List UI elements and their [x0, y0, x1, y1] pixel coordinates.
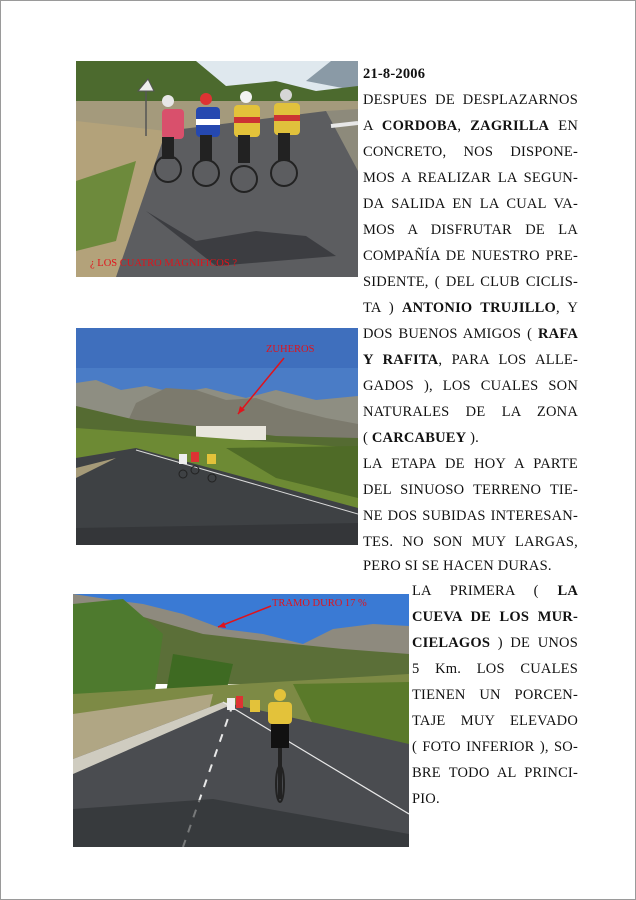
text-line: BRE TODO AL PRINCI- — [412, 765, 578, 781]
text-line: NATURALES DE LA ZONA — [363, 404, 578, 420]
text-line: TA ) ANTONIO TRUJILLO, Y — [363, 300, 578, 316]
photo-zuheros-road — [76, 328, 358, 545]
date-heading: 21-8-2006 — [363, 66, 426, 82]
text-line: A CORDOBA, ZAGRILLA EN — [363, 118, 578, 134]
photo-caption: ZUHEROS — [266, 344, 315, 355]
text-line: Y RAFITA, PARA LOS ALLE- — [363, 352, 578, 368]
text-line: LA PRIMERA ( LA — [412, 583, 578, 599]
text-line: ( CARCABUEY ). — [363, 430, 479, 446]
photo-four-cyclists — [76, 61, 358, 277]
text-line: DA SALIDA EN LA CUAL VA- — [363, 196, 578, 212]
text-line: TAJE MUY ELEVADO — [412, 713, 578, 729]
text-line: DEL SINUOSO TERRENO TIE- — [363, 482, 578, 498]
text-line: DOS BUENOS AMIGOS ( RAFA — [363, 326, 578, 342]
photo-steep-climb — [73, 594, 409, 847]
text-line: TES. NO SON MUY LARGAS, — [363, 534, 578, 550]
text-line: MOS A REALIZAR LA SEGUN- — [363, 170, 578, 186]
text-line: CUEVA DE LOS MUR- — [412, 609, 578, 625]
text-line: LA ETAPA DE HOY A PARTE — [363, 456, 578, 472]
text-line: MOS A DISFRUTAR DE LA — [363, 222, 578, 238]
text-line: ( FOTO INFERIOR ), SO- — [412, 739, 578, 755]
text-line: SIDENTE, ( DEL CLUB CICLIS- — [363, 274, 578, 290]
text-line: GADOS ), LOS CUALES SON — [363, 378, 578, 394]
text-line: 5 Km. LOS CUALES — [412, 661, 578, 677]
text-line: COMPAÑÍA DE NUESTRO PRE- — [363, 248, 578, 264]
text-line: PIO. — [412, 791, 440, 807]
text-line: TIENEN UN PORCEN- — [412, 687, 578, 703]
text-line: PERO SI SE HACEN DURAS. — [363, 558, 552, 574]
text-line: CONCRETO, NOS DISPONE- — [363, 144, 578, 160]
photo-caption: ¿ LOS CUATRO MAGNIFICOS ? — [90, 258, 238, 269]
photo-caption: TRAMO DURO 17 % — [272, 598, 367, 609]
text-line: NE DOS SUBIDAS INTERESAN- — [363, 508, 578, 524]
text-line: CIELAGOS ) DE UNOS — [412, 635, 578, 651]
text-line: DESPUES DE DESPLAZARNOS — [363, 92, 578, 108]
